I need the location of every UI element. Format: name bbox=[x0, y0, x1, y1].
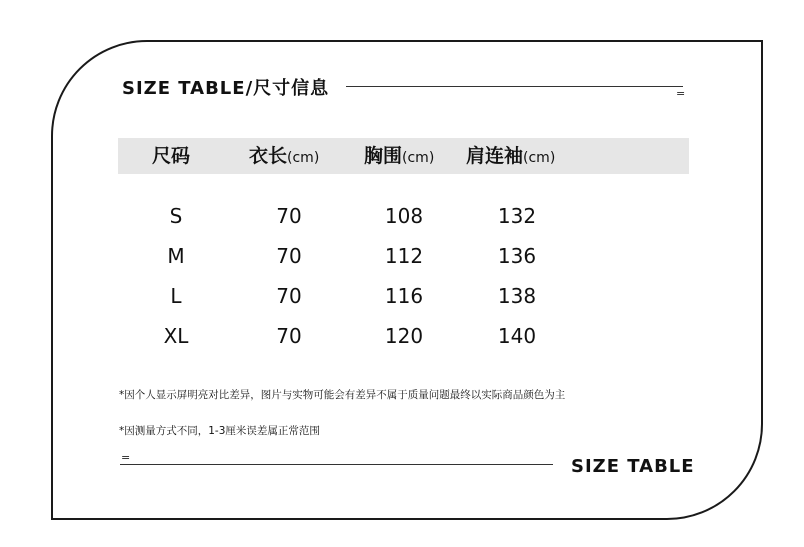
decor-mark-bottom: = bbox=[121, 451, 131, 464]
header-size: 尺码 bbox=[152, 145, 191, 167]
cell-length: 70 bbox=[276, 324, 302, 348]
cell-sleeve: 138 bbox=[497, 284, 537, 308]
cell-sleeve: 136 bbox=[497, 244, 537, 268]
cell-size: S bbox=[169, 204, 183, 228]
cell-size: XL bbox=[163, 324, 189, 348]
footer-rule bbox=[120, 464, 553, 465]
cell-chest: 112 bbox=[384, 244, 424, 268]
title-rule bbox=[346, 86, 683, 87]
cell-chest: 116 bbox=[384, 284, 424, 308]
page-title: SIZE TABLE/尺寸信息 bbox=[122, 78, 330, 99]
note-measurement-tolerance: *因测量方式不同，1-3厘米误差属正常范围 bbox=[119, 425, 320, 437]
cell-length: 70 bbox=[276, 244, 302, 268]
header-sleeve: 肩连袖(cm) bbox=[466, 145, 556, 167]
cell-sleeve: 140 bbox=[497, 324, 537, 348]
cell-chest: 108 bbox=[384, 204, 424, 228]
cell-size: M bbox=[167, 244, 185, 268]
decor-mark-top: = bbox=[676, 87, 686, 100]
cell-length: 70 bbox=[276, 284, 302, 308]
header-length: 衣长(cm) bbox=[249, 145, 320, 167]
cell-length: 70 bbox=[276, 204, 302, 228]
cell-size: L bbox=[170, 284, 182, 308]
note-display-difference: *因个人显示屏明亮对比差异，图片与实物可能会有差异不属于质量问题最终以实际商品颜色为主 bbox=[119, 389, 566, 401]
card-frame bbox=[51, 40, 763, 520]
header-chest: 胸围(cm) bbox=[364, 145, 435, 167]
footer-title: SIZE TABLE bbox=[571, 456, 695, 477]
cell-chest: 120 bbox=[384, 324, 424, 348]
cell-sleeve: 132 bbox=[497, 204, 537, 228]
